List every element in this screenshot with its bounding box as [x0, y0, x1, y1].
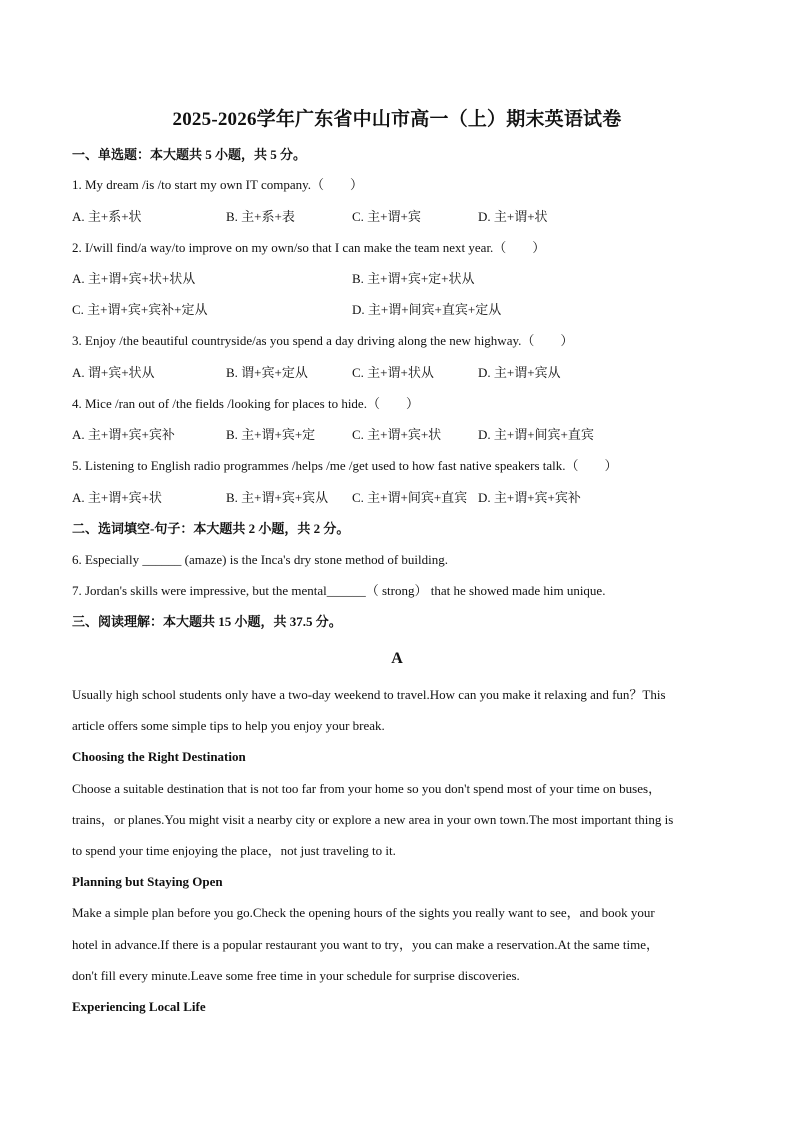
question-1-option-b[interactable]: B. 主+系+表 [226, 209, 295, 224]
question-5-option-c[interactable]: C. 主+谓+间宾+直宾 [352, 490, 468, 505]
question-1-option-d[interactable]: D. 主+谓+状 [478, 209, 548, 224]
question-4-option-b[interactable]: B. 主+谓+宾+定 [226, 427, 316, 442]
question-3-option-a[interactable]: A. 谓+宾+状从 [72, 365, 155, 380]
question-1-stem: 1. My dream /is /to start my own IT company.（ ） [72, 177, 364, 192]
question-7: 7. Jordan's skills were impressive, but the mental______（ strong） that he showed made him unique. [72, 583, 606, 598]
question-2-stem: 2. I/will find/a way/to improve on my own/so that I can make the team next year.（ ） [72, 240, 546, 255]
paragraph-line: Choose a suitable destination that is not too far from your home so you don't spend most of your time on buses， [72, 781, 662, 796]
question-3-option-b[interactable]: B. 谓+宾+定从 [226, 365, 308, 380]
question-5-stem: 5. Listening to English radio programmes /helps /me /get used to how fast native speakers talk.（ ） [72, 458, 618, 473]
subheading-planning: Planning but Staying Open [72, 874, 223, 889]
question-2-option-d[interactable]: D. 主+谓+间宾+直宾+定从 [352, 302, 502, 317]
question-3-option-d[interactable]: D. 主+谓+宾从 [478, 365, 561, 380]
question-2-option-b[interactable]: B. 主+谓+宾+定+状从 [352, 271, 475, 286]
paragraph-line: hotel in advance.If there is a popular restaurant you want to try，you can make a reservation.At the same time， [72, 937, 659, 952]
question-3-option-c[interactable]: C. 主+谓+状从 [352, 365, 434, 380]
question-1-option-c[interactable]: C. 主+谓+宾 [352, 209, 421, 224]
question-1-option-a[interactable]: A. 主+系+状 [72, 209, 142, 224]
question-4-option-a[interactable]: A. 主+谓+宾+宾补 [72, 427, 175, 442]
subheading-local-life: Experiencing Local Life [72, 999, 206, 1014]
page-title: 2025-2026学年广东省中山市高一（上）期末英语试卷 [172, 109, 622, 130]
question-3-stem: 3. Enjoy /the beautiful countryside/as you spend a day driving along the new highway.（ ） [72, 333, 574, 348]
paragraph-line: to spend your time enjoying the place，not just traveling to it. [72, 843, 396, 858]
question-4-stem: 4. Mice /ran out of /the fields /looking for places to hide.（ ） [72, 396, 419, 411]
subheading-destination: Choosing the Right Destination [72, 749, 246, 764]
paragraph-line: trains，or planes.You might visit a nearby city or explore a new area in your own town.The most important thing is [72, 812, 674, 827]
question-5-option-d[interactable]: D. 主+谓+宾+宾补 [478, 490, 581, 505]
question-4-option-c[interactable]: C. 主+谓+宾+状 [352, 427, 442, 442]
paragraph-line: Usually high school students only have a two-day weekend to travel.How can you make it relaxing and fun？This [72, 687, 666, 702]
question-4-option-d[interactable]: D. 主+谓+间宾+直宾 [478, 427, 594, 442]
section-heading-single-choice: 一、单选题：本大题共 5 小题，共 5 分。 [72, 147, 307, 162]
question-5-option-a[interactable]: A. 主+谓+宾+状 [72, 490, 162, 505]
question-5-option-b[interactable]: B. 主+谓+宾+宾从 [226, 490, 329, 505]
question-2-option-a[interactable]: A. 主+谓+宾+状+状从 [72, 271, 196, 286]
paragraph-line: Make a simple plan before you go.Check the opening hours of the sights you really want to see，and book your [72, 905, 655, 920]
question-2-option-c[interactable]: C. 主+谓+宾+宾补+定从 [72, 302, 208, 317]
section-heading-word-fill: 二、选词填空-句子：本大题共 2 小题，共 2 分。 [72, 521, 350, 536]
paragraph-line: article offers some simple tips to help you enjoy your break. [72, 718, 385, 733]
passage-label: A [391, 650, 403, 667]
question-6: 6. Especially ______ (amaze) is the Inca's dry stone method of building. [72, 552, 448, 567]
paragraph-line: don't fill every minute.Leave some free time in your schedule for surprise discoveries. [72, 968, 520, 983]
section-heading-reading: 三、阅读理解：本大题共 15 小题，共 37.5 分。 [72, 614, 342, 629]
